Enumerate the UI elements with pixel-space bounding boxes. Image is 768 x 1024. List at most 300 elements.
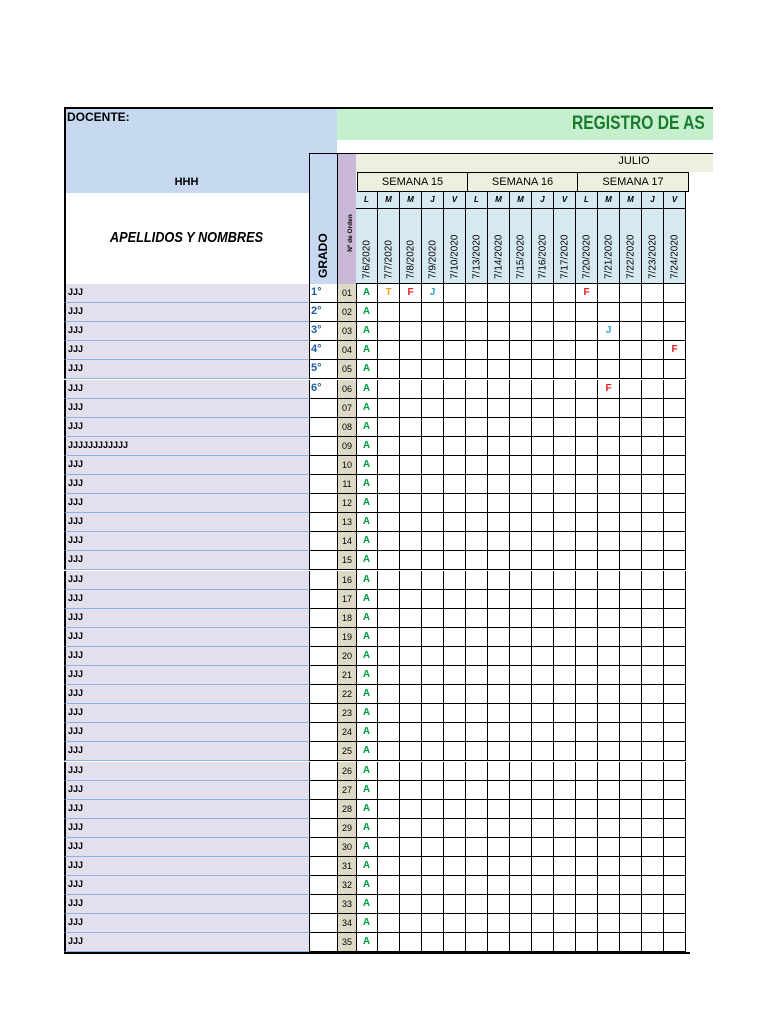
attendance-cell[interactable]: [576, 704, 598, 723]
attendance-cell[interactable]: [576, 513, 598, 532]
attendance-cell[interactable]: [576, 437, 598, 456]
attendance-cell[interactable]: [620, 628, 642, 647]
attendance-cell[interactable]: [422, 666, 444, 685]
attendance-cell[interactable]: [466, 571, 488, 590]
attendance-cell[interactable]: [422, 399, 444, 418]
attendance-cell[interactable]: [378, 819, 400, 838]
attendance-cell[interactable]: [620, 284, 642, 303]
attendance-cell[interactable]: [664, 418, 686, 437]
attendance-cell[interactable]: [664, 360, 686, 379]
attendance-cell[interactable]: [488, 742, 510, 761]
attendance-cell[interactable]: [620, 685, 642, 704]
attendance-cell[interactable]: [598, 303, 620, 322]
student-name-cell[interactable]: JJJ: [64, 762, 309, 781]
student-name-cell[interactable]: JJJ: [64, 418, 309, 437]
attendance-cell[interactable]: [400, 838, 422, 857]
attendance-cell[interactable]: [444, 551, 466, 570]
attendance-cell[interactable]: [620, 360, 642, 379]
attendance-cell[interactable]: A: [356, 704, 378, 723]
attendance-cell[interactable]: A: [356, 628, 378, 647]
attendance-cell[interactable]: [620, 647, 642, 666]
attendance-cell[interactable]: [488, 418, 510, 437]
student-name-cell[interactable]: JJJ: [64, 723, 309, 742]
attendance-cell[interactable]: [532, 914, 554, 933]
attendance-cell[interactable]: [664, 819, 686, 838]
attendance-cell[interactable]: [378, 685, 400, 704]
attendance-cell[interactable]: [664, 647, 686, 666]
attendance-cell[interactable]: [532, 590, 554, 609]
attendance-cell[interactable]: [576, 819, 598, 838]
attendance-cell[interactable]: [510, 571, 532, 590]
attendance-cell[interactable]: [576, 914, 598, 933]
attendance-cell[interactable]: [642, 800, 664, 819]
attendance-cell[interactable]: A: [356, 380, 378, 399]
grado-cell[interactable]: 1°: [309, 284, 337, 303]
attendance-cell[interactable]: [620, 914, 642, 933]
grado-cell[interactable]: [309, 571, 337, 590]
attendance-cell[interactable]: [576, 838, 598, 857]
attendance-cell[interactable]: [664, 322, 686, 341]
attendance-cell[interactable]: [642, 513, 664, 532]
attendance-cell[interactable]: [598, 895, 620, 914]
attendance-cell[interactable]: [532, 895, 554, 914]
attendance-cell[interactable]: [532, 781, 554, 800]
attendance-cell[interactable]: [400, 647, 422, 666]
attendance-cell[interactable]: [642, 819, 664, 838]
attendance-cell[interactable]: [378, 571, 400, 590]
attendance-cell[interactable]: [444, 399, 466, 418]
attendance-cell[interactable]: A: [356, 399, 378, 418]
attendance-cell[interactable]: A: [356, 857, 378, 876]
attendance-cell[interactable]: [422, 628, 444, 647]
attendance-cell[interactable]: [576, 628, 598, 647]
attendance-cell[interactable]: [576, 341, 598, 360]
attendance-cell[interactable]: [576, 399, 598, 418]
grado-cell[interactable]: [309, 876, 337, 895]
attendance-cell[interactable]: [488, 666, 510, 685]
attendance-cell[interactable]: [510, 284, 532, 303]
attendance-cell[interactable]: [620, 513, 642, 532]
attendance-cell[interactable]: [664, 762, 686, 781]
attendance-cell[interactable]: [400, 399, 422, 418]
attendance-cell[interactable]: [554, 819, 576, 838]
attendance-cell[interactable]: [620, 704, 642, 723]
attendance-cell[interactable]: [554, 456, 576, 475]
attendance-cell[interactable]: A: [356, 360, 378, 379]
attendance-cell[interactable]: [664, 513, 686, 532]
attendance-cell[interactable]: [598, 284, 620, 303]
attendance-cell[interactable]: [576, 876, 598, 895]
student-name-cell[interactable]: JJJ: [64, 399, 309, 418]
student-name-cell[interactable]: JJJ: [64, 590, 309, 609]
attendance-cell[interactable]: [554, 590, 576, 609]
attendance-cell[interactable]: [554, 475, 576, 494]
attendance-cell[interactable]: [598, 609, 620, 628]
attendance-cell[interactable]: [642, 914, 664, 933]
attendance-cell[interactable]: [532, 475, 554, 494]
attendance-cell[interactable]: [554, 685, 576, 704]
attendance-cell[interactable]: [466, 685, 488, 704]
attendance-cell[interactable]: [620, 303, 642, 322]
attendance-cell[interactable]: [422, 322, 444, 341]
attendance-cell[interactable]: [664, 551, 686, 570]
attendance-cell[interactable]: [466, 933, 488, 952]
attendance-cell[interactable]: [422, 762, 444, 781]
attendance-cell[interactable]: [488, 437, 510, 456]
attendance-cell[interactable]: [488, 456, 510, 475]
attendance-cell[interactable]: [510, 303, 532, 322]
attendance-cell[interactable]: [532, 723, 554, 742]
attendance-cell[interactable]: A: [356, 819, 378, 838]
attendance-cell[interactable]: [620, 838, 642, 857]
attendance-cell[interactable]: A: [356, 303, 378, 322]
attendance-cell[interactable]: [422, 456, 444, 475]
attendance-cell[interactable]: [532, 360, 554, 379]
attendance-cell[interactable]: [598, 800, 620, 819]
grado-cell[interactable]: [309, 838, 337, 857]
attendance-cell[interactable]: A: [356, 494, 378, 513]
attendance-cell[interactable]: [378, 532, 400, 551]
attendance-cell[interactable]: [466, 360, 488, 379]
attendance-cell[interactable]: [554, 895, 576, 914]
attendance-cell[interactable]: [642, 628, 664, 647]
attendance-cell[interactable]: [466, 494, 488, 513]
attendance-cell[interactable]: [576, 456, 598, 475]
student-name-cell[interactable]: JJJ: [64, 360, 309, 379]
attendance-cell[interactable]: [554, 494, 576, 513]
attendance-cell[interactable]: [444, 360, 466, 379]
attendance-cell[interactable]: [664, 475, 686, 494]
grado-cell[interactable]: [309, 742, 337, 761]
attendance-cell[interactable]: [488, 857, 510, 876]
attendance-cell[interactable]: [378, 360, 400, 379]
student-name-cell[interactable]: JJJJJJJJJJJJ: [64, 437, 309, 456]
attendance-cell[interactable]: [400, 513, 422, 532]
attendance-cell[interactable]: [598, 876, 620, 895]
attendance-cell[interactable]: A: [356, 933, 378, 952]
attendance-cell[interactable]: [642, 284, 664, 303]
student-name-cell[interactable]: JJJ: [64, 800, 309, 819]
attendance-cell[interactable]: [444, 284, 466, 303]
attendance-cell[interactable]: [598, 571, 620, 590]
attendance-cell[interactable]: [598, 838, 620, 857]
attendance-cell[interactable]: [598, 933, 620, 952]
attendance-cell[interactable]: [576, 494, 598, 513]
attendance-cell[interactable]: [422, 742, 444, 761]
attendance-cell[interactable]: [422, 571, 444, 590]
attendance-cell[interactable]: [532, 513, 554, 532]
attendance-cell[interactable]: [510, 666, 532, 685]
attendance-cell[interactable]: A: [356, 284, 378, 303]
attendance-cell[interactable]: [598, 437, 620, 456]
attendance-cell[interactable]: [510, 399, 532, 418]
attendance-cell[interactable]: [378, 666, 400, 685]
attendance-cell[interactable]: [510, 322, 532, 341]
attendance-cell[interactable]: [400, 437, 422, 456]
attendance-cell[interactable]: [400, 704, 422, 723]
attendance-cell[interactable]: [620, 876, 642, 895]
attendance-cell[interactable]: [378, 647, 400, 666]
attendance-cell[interactable]: [664, 628, 686, 647]
attendance-cell[interactable]: [400, 781, 422, 800]
attendance-cell[interactable]: [664, 666, 686, 685]
attendance-cell[interactable]: [554, 742, 576, 761]
attendance-cell[interactable]: [598, 685, 620, 704]
attendance-cell[interactable]: [598, 494, 620, 513]
attendance-cell[interactable]: [378, 341, 400, 360]
attendance-cell[interactable]: [642, 551, 664, 570]
attendance-cell[interactable]: [488, 590, 510, 609]
attendance-cell[interactable]: [400, 532, 422, 551]
attendance-cell[interactable]: [466, 303, 488, 322]
attendance-cell[interactable]: [444, 800, 466, 819]
attendance-cell[interactable]: [554, 914, 576, 933]
attendance-cell[interactable]: [488, 895, 510, 914]
attendance-cell[interactable]: [532, 609, 554, 628]
attendance-cell[interactable]: [620, 456, 642, 475]
attendance-cell[interactable]: [664, 437, 686, 456]
attendance-cell[interactable]: [444, 628, 466, 647]
attendance-cell[interactable]: [444, 418, 466, 437]
attendance-cell[interactable]: [378, 628, 400, 647]
grado-cell[interactable]: [309, 685, 337, 704]
attendance-cell[interactable]: [466, 895, 488, 914]
attendance-cell[interactable]: [488, 628, 510, 647]
attendance-cell[interactable]: [378, 590, 400, 609]
attendance-cell[interactable]: [378, 781, 400, 800]
attendance-cell[interactable]: [532, 494, 554, 513]
grado-cell[interactable]: [309, 437, 337, 456]
attendance-cell[interactable]: [400, 742, 422, 761]
attendance-cell[interactable]: [488, 914, 510, 933]
attendance-cell[interactable]: [510, 762, 532, 781]
attendance-cell[interactable]: [466, 341, 488, 360]
attendance-cell[interactable]: [488, 380, 510, 399]
attendance-cell[interactable]: [554, 571, 576, 590]
attendance-cell[interactable]: [466, 876, 488, 895]
attendance-cell[interactable]: [488, 838, 510, 857]
grado-cell[interactable]: [309, 609, 337, 628]
attendance-cell[interactable]: [642, 380, 664, 399]
attendance-cell[interactable]: [554, 380, 576, 399]
attendance-cell[interactable]: [422, 781, 444, 800]
attendance-cell[interactable]: A: [356, 723, 378, 742]
attendance-cell[interactable]: [510, 704, 532, 723]
attendance-cell[interactable]: [576, 800, 598, 819]
grado-cell[interactable]: [309, 933, 337, 952]
attendance-cell[interactable]: [466, 647, 488, 666]
attendance-cell[interactable]: [576, 685, 598, 704]
attendance-cell[interactable]: A: [356, 838, 378, 857]
attendance-cell[interactable]: [642, 590, 664, 609]
attendance-cell[interactable]: [422, 876, 444, 895]
attendance-cell[interactable]: [576, 762, 598, 781]
attendance-cell[interactable]: [378, 494, 400, 513]
attendance-cell[interactable]: [510, 800, 532, 819]
attendance-cell[interactable]: A: [356, 475, 378, 494]
attendance-cell[interactable]: [554, 781, 576, 800]
attendance-cell[interactable]: [620, 475, 642, 494]
attendance-cell[interactable]: [466, 742, 488, 761]
attendance-cell[interactable]: A: [356, 532, 378, 551]
attendance-cell[interactable]: [466, 475, 488, 494]
attendance-cell[interactable]: [664, 723, 686, 742]
grado-cell[interactable]: 4°: [309, 341, 337, 360]
student-name-cell[interactable]: JJJ: [64, 513, 309, 532]
attendance-cell[interactable]: [532, 857, 554, 876]
attendance-cell[interactable]: [378, 456, 400, 475]
attendance-cell[interactable]: [664, 800, 686, 819]
attendance-cell[interactable]: [664, 494, 686, 513]
grado-cell[interactable]: [309, 628, 337, 647]
attendance-cell[interactable]: [532, 437, 554, 456]
student-name-cell[interactable]: JJJ: [64, 838, 309, 857]
attendance-cell[interactable]: [510, 532, 532, 551]
attendance-cell[interactable]: [510, 513, 532, 532]
attendance-cell[interactable]: [444, 494, 466, 513]
attendance-cell[interactable]: [532, 341, 554, 360]
attendance-cell[interactable]: [642, 456, 664, 475]
attendance-cell[interactable]: [532, 399, 554, 418]
attendance-cell[interactable]: [488, 762, 510, 781]
attendance-cell[interactable]: [554, 341, 576, 360]
attendance-cell[interactable]: [510, 723, 532, 742]
attendance-cell[interactable]: F: [400, 284, 422, 303]
attendance-cell[interactable]: [620, 322, 642, 341]
attendance-cell[interactable]: [598, 762, 620, 781]
attendance-cell[interactable]: [510, 628, 532, 647]
attendance-cell[interactable]: [620, 532, 642, 551]
attendance-cell[interactable]: A: [356, 647, 378, 666]
attendance-cell[interactable]: [576, 647, 598, 666]
attendance-cell[interactable]: [444, 513, 466, 532]
attendance-cell[interactable]: [598, 532, 620, 551]
attendance-cell[interactable]: [532, 628, 554, 647]
attendance-cell[interactable]: A: [356, 571, 378, 590]
attendance-cell[interactable]: [466, 762, 488, 781]
attendance-cell[interactable]: [422, 914, 444, 933]
attendance-cell[interactable]: [532, 704, 554, 723]
student-name-cell[interactable]: JJJ: [64, 914, 309, 933]
attendance-cell[interactable]: [422, 838, 444, 857]
attendance-cell[interactable]: [554, 628, 576, 647]
attendance-cell[interactable]: [620, 399, 642, 418]
attendance-cell[interactable]: [444, 819, 466, 838]
attendance-cell[interactable]: [510, 494, 532, 513]
attendance-cell[interactable]: [576, 380, 598, 399]
attendance-cell[interactable]: [378, 418, 400, 437]
attendance-cell[interactable]: [598, 456, 620, 475]
attendance-cell[interactable]: [642, 341, 664, 360]
attendance-cell[interactable]: [532, 380, 554, 399]
grado-cell[interactable]: [309, 532, 337, 551]
attendance-cell[interactable]: [444, 456, 466, 475]
attendance-cell[interactable]: [422, 475, 444, 494]
attendance-cell[interactable]: [444, 341, 466, 360]
attendance-cell[interactable]: [642, 494, 664, 513]
attendance-cell[interactable]: [510, 418, 532, 437]
attendance-cell[interactable]: [598, 914, 620, 933]
attendance-cell[interactable]: A: [356, 666, 378, 685]
attendance-cell[interactable]: [510, 914, 532, 933]
attendance-cell[interactable]: [642, 704, 664, 723]
attendance-cell[interactable]: [664, 685, 686, 704]
attendance-cell[interactable]: [422, 590, 444, 609]
attendance-cell[interactable]: [378, 380, 400, 399]
attendance-cell[interactable]: [422, 819, 444, 838]
attendance-cell[interactable]: [620, 590, 642, 609]
student-name-cell[interactable]: JJJ: [64, 532, 309, 551]
attendance-cell[interactable]: [620, 609, 642, 628]
attendance-cell[interactable]: [598, 742, 620, 761]
student-name-cell[interactable]: JJJ: [64, 494, 309, 513]
attendance-cell[interactable]: [598, 475, 620, 494]
attendance-cell[interactable]: [532, 647, 554, 666]
attendance-cell[interactable]: [642, 876, 664, 895]
attendance-cell[interactable]: J: [598, 322, 620, 341]
attendance-cell[interactable]: [642, 781, 664, 800]
attendance-cell[interactable]: [620, 494, 642, 513]
attendance-cell[interactable]: [598, 781, 620, 800]
attendance-cell[interactable]: [444, 590, 466, 609]
attendance-cell[interactable]: [510, 933, 532, 952]
attendance-cell[interactable]: [664, 742, 686, 761]
attendance-cell[interactable]: [378, 723, 400, 742]
attendance-cell[interactable]: [576, 895, 598, 914]
attendance-cell[interactable]: [378, 303, 400, 322]
attendance-cell[interactable]: A: [356, 800, 378, 819]
grado-cell[interactable]: [309, 647, 337, 666]
attendance-cell[interactable]: [554, 762, 576, 781]
attendance-cell[interactable]: [620, 571, 642, 590]
attendance-cell[interactable]: [576, 475, 598, 494]
attendance-cell[interactable]: [532, 666, 554, 685]
attendance-cell[interactable]: [642, 933, 664, 952]
attendance-cell[interactable]: [422, 800, 444, 819]
attendance-cell[interactable]: [510, 551, 532, 570]
attendance-cell[interactable]: [466, 590, 488, 609]
attendance-cell[interactable]: [444, 895, 466, 914]
attendance-cell[interactable]: [466, 723, 488, 742]
attendance-cell[interactable]: A: [356, 781, 378, 800]
attendance-cell[interactable]: [598, 647, 620, 666]
attendance-cell[interactable]: [400, 456, 422, 475]
attendance-cell[interactable]: [642, 322, 664, 341]
attendance-cell[interactable]: [444, 762, 466, 781]
attendance-cell[interactable]: [422, 303, 444, 322]
attendance-cell[interactable]: [444, 742, 466, 761]
attendance-cell[interactable]: A: [356, 762, 378, 781]
attendance-cell[interactable]: [422, 609, 444, 628]
attendance-cell[interactable]: [444, 475, 466, 494]
attendance-cell[interactable]: [554, 647, 576, 666]
attendance-cell[interactable]: [466, 418, 488, 437]
grado-cell[interactable]: [309, 456, 337, 475]
attendance-cell[interactable]: [400, 933, 422, 952]
attendance-cell[interactable]: [554, 876, 576, 895]
attendance-cell[interactable]: [532, 418, 554, 437]
student-name-cell[interactable]: JJJ: [64, 685, 309, 704]
attendance-cell[interactable]: [378, 876, 400, 895]
attendance-cell[interactable]: [554, 322, 576, 341]
attendance-cell[interactable]: [378, 762, 400, 781]
attendance-cell[interactable]: [642, 532, 664, 551]
attendance-cell[interactable]: [598, 399, 620, 418]
attendance-cell[interactable]: [400, 590, 422, 609]
attendance-cell[interactable]: [400, 341, 422, 360]
attendance-cell[interactable]: [620, 857, 642, 876]
attendance-cell[interactable]: [664, 532, 686, 551]
